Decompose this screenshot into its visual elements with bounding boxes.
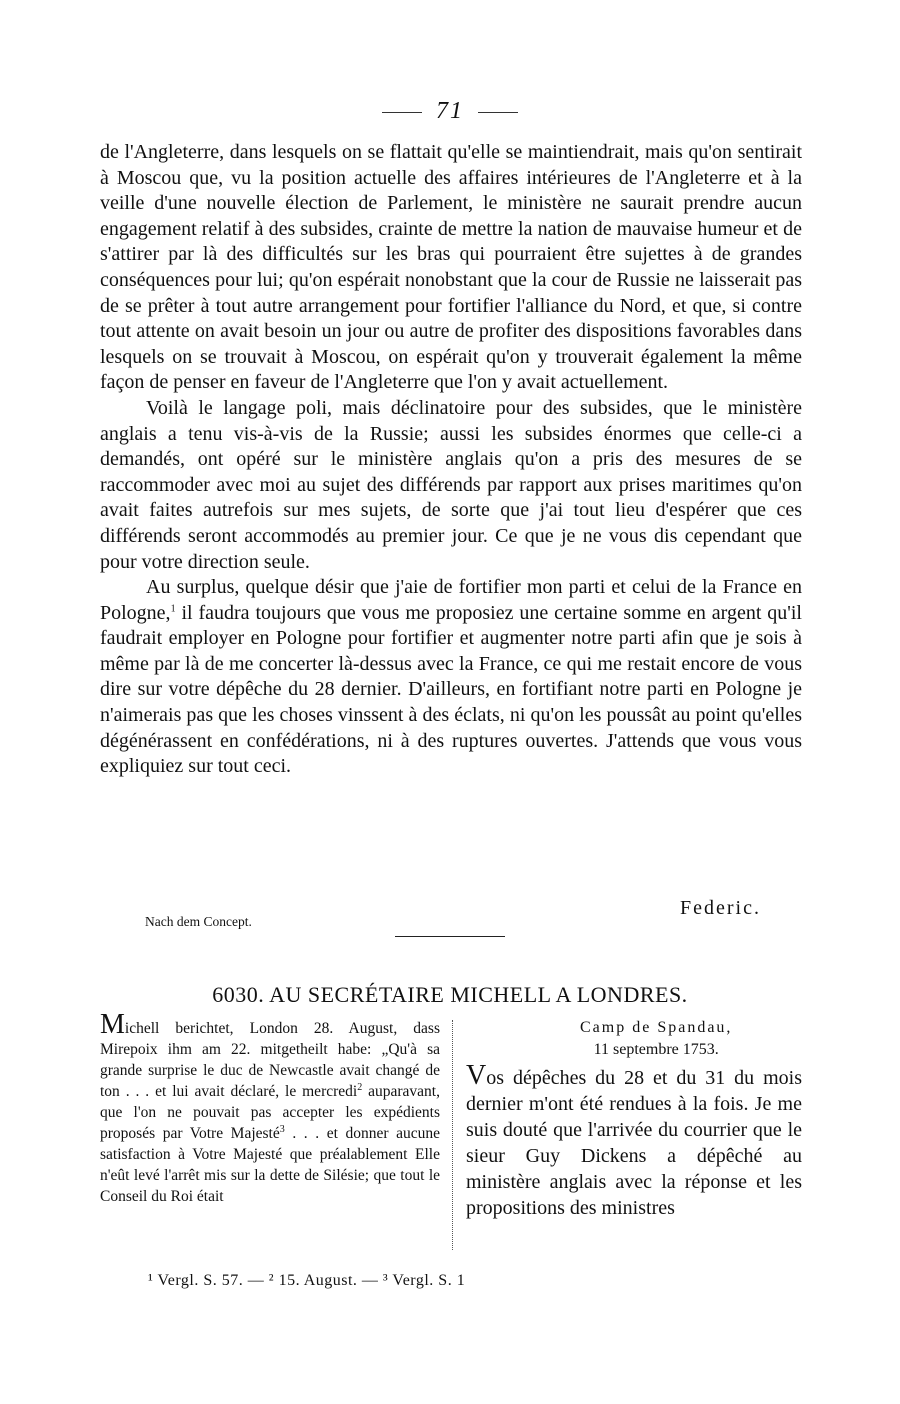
footnote-ref-2: 2	[357, 1081, 363, 1093]
summary-text-3: . . . et donner aucune satisfaction à Votre Majesté que préalablement Elle n'eût levé l'arrêt mis sur la dette de Silésie; que tout le Conseil du Roi était	[100, 1125, 440, 1205]
page-header	[0, 98, 900, 125]
letter-dropcap: V	[466, 1060, 487, 1091]
header-rule-left	[382, 112, 422, 113]
summary-dropcap: M	[100, 1009, 125, 1040]
paragraph-2: Voilà le langage poli, mais déclinatoire pour des subsides, que le ministère anglais a tenu vis-à-vis de la Russie; aussi les subsides énormes que celle-ci a demandés, ont opéré sur le ministère anglais qu'on a pris des mesures de se raccommoder avec moi au sujet des différends par rapport aux prises maritimes qu'on avait faites autrefois sur mes sujets, de sorte que j'ai tout lieu d'espérer que ces différends seront accommodés au premier jour. Ce que je ne vous dis cependant que pour votre direction seule.	[100, 396, 802, 573]
signature: Federic.	[680, 897, 761, 919]
dateline	[580, 1017, 732, 1061]
section-divider	[395, 936, 505, 937]
dateline-date: 11 septembre 1753.	[593, 1041, 719, 1058]
footnotes: ¹ Vergl. S. 57. — ² 15. August. — ³ Vergl. S. 1	[148, 1272, 466, 1289]
page-number: 71	[436, 98, 464, 124]
document-heading: 6030. AU SECRÉTAIRE MICHELL A LONDRES.	[212, 982, 688, 1007]
letter-text: os dépêches du 28 et du 31 du mois dernier m'ont été rendues à la fois. Je me suis douté que l'arrivée du courrier que le sieur Guy Dickens a dépêché au ministère anglais avec la réponse et les propositions des ministres	[466, 1067, 802, 1219]
paragraph-3	[100, 575, 802, 780]
column-separator	[452, 1020, 453, 1250]
header-rule-right	[478, 112, 518, 113]
footnote-ref-1: 1	[170, 603, 176, 615]
summary-text-1: ichell berichtet, London 28. August, dass Mirepoix ihm am 22. mitgetheilt habe: „Qu'à sa grande surprise le duc de Newcastle avait changé de ton . . . et lui avait déclaré, le mercredi	[100, 1020, 440, 1100]
dateline-place: Camp de Spandau,	[580, 1019, 733, 1036]
summary-column	[100, 1009, 440, 1207]
paragraph-3-start: Au surplus, quelque désir que j'aie de fortifier mon parti et celui de la France en Pologne,	[100, 576, 802, 624]
letter-column	[466, 1060, 802, 1221]
paragraph-3-rest: il faudra toujours que vous me proposiez une certaine somme en argent qu'il faudrait employer en Pologne pour fortifier et augmenter notre parti afin que je sois à même par là de me concerter là-dessus avec la France, ce qui me restait encore de vous dire sur votre dépêche du 28 dernier. D'ailleurs, en fortifiant notre parti en Pologne je n'aimerais pas que les choses vinssent à des éclats, ni qu'on les poussât au point qu'elles dégénérassent en confédérations, ni à des ruptures ouvertes. J'attends que vous vous expliquiez sur tout ceci.	[100, 601, 802, 778]
body-text	[100, 140, 802, 780]
footnote-ref-3: 3	[279, 1123, 285, 1135]
source-note: Nach dem Concept.	[145, 914, 252, 929]
paragraph-1: de l'Angleterre, dans lesquels on se flattait qu'elle se maintiendrait, mais qu'on sentirait à Moscou que, vu la position actuelle des affaires intérieures de l'Angleterre et à la veille d'une nouvelle élection de Parlement, le ministère ne saurait prendre aucun engagement relatif à des subsides, crainte de mettre la nation de mauvaise humeur et de s'attirer par là des difficultés sur les bras qui pourraient être sujettes à de grandes conséquences pour lui; qu'on espérait nonobstant que la cour de Russie ne laisserait pas de se prêter à tout autre arrangement pour fortifier l'alliance du Nord, et que, si contre tout attente on avait besoin un jour ou autre de profiter des dispositions favorables dans lesquels on se trouvait à Moscou, on espérait qu'on y trouverait également la même façon de penser en faveur de l'Angleterre que l'on y avait actuellement.	[100, 141, 802, 394]
summary-text-2: auparavant, que l'on ne pouvait pas accepter les expédients proposés par Votre Majesté	[100, 1083, 440, 1142]
